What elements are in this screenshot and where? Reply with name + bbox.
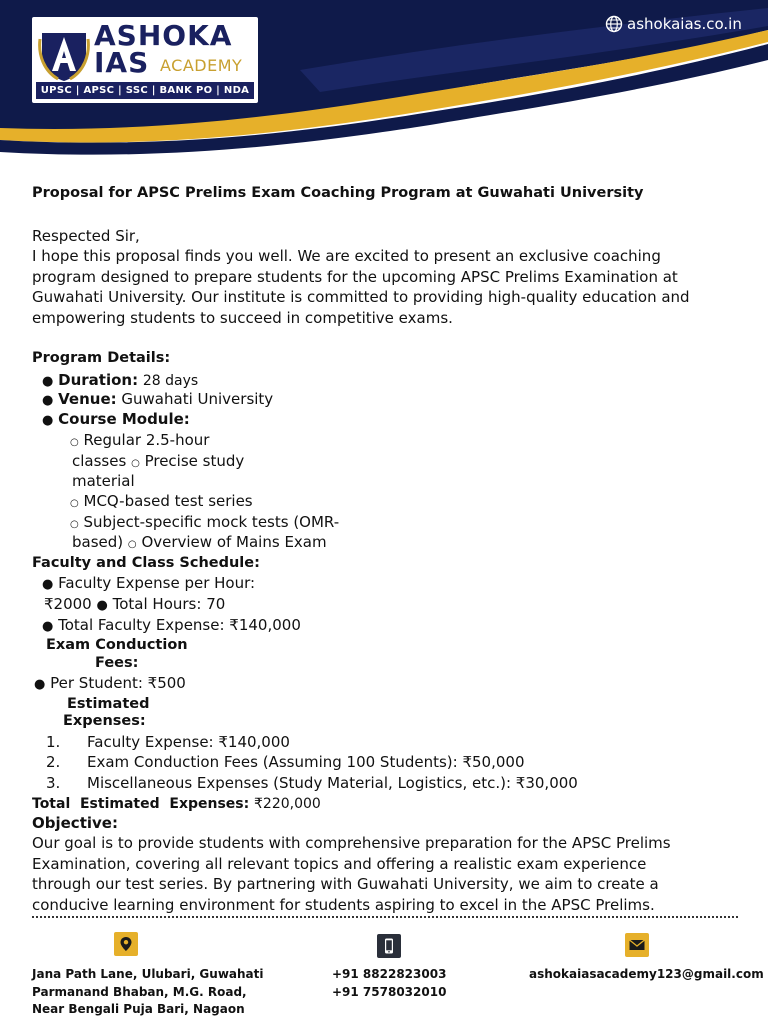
circle-bullet-icon: ○ — [131, 458, 140, 469]
objective-line: Examination, covering all relevant topics and offering a realistic exam experience — [32, 854, 647, 873]
total-value: ₹220,000 — [254, 796, 321, 812]
intro-line: empowering students to succeed in competitive exams. — [32, 308, 453, 327]
objective-heading: Objective: — [32, 814, 118, 832]
module-line: classes ○ Precise study — [72, 452, 245, 470]
objective-line: through our test series. By partnering with Guwahati University, we aim to create a — [32, 875, 659, 893]
bullet-icon: ● — [42, 577, 54, 592]
bullet-icon: ● — [42, 619, 54, 634]
bullet-icon: ● — [42, 374, 54, 389]
duration-value: 28 days — [142, 373, 199, 389]
logo-word-academy: ACADEMY — [160, 56, 243, 75]
phone-number[interactable]: +91 8822823003 — [332, 967, 447, 981]
venue-item — [42, 389, 273, 411]
email-address[interactable]: ashokaiasacademy123@gmail.com — [529, 967, 764, 981]
academy-emblem-icon — [38, 25, 90, 83]
intro-line: I hope this proposal finds you well. We are excited to present an exclusive coaching — [32, 247, 661, 265]
location-icon — [114, 932, 138, 956]
document-title: Proposal for APSC Prelims Exam Coaching Program at Guwahati University — [32, 185, 644, 201]
exam-fees-heading: Fees: — [95, 655, 139, 671]
course-module-label: Course Module: — [58, 410, 190, 428]
intro-line: program designed to prepare students for the upcoming APSC Prelims Examination at — [32, 267, 678, 286]
bullet-icon: ● — [96, 598, 108, 613]
module-line: ○ Regular 2.5-hour — [70, 431, 210, 449]
address-line: Near Bengali Puja Bari, Nagaon — [32, 1002, 245, 1016]
module-line: based) ○ Overview of Mains Exam — [72, 533, 327, 551]
faculty-line: ● Faculty Expense per Hour: — [42, 574, 256, 592]
address-line: Parmanand Bhaban, M.G. Road, — [32, 984, 247, 999]
course-module-item — [42, 409, 190, 431]
address-line: Jana Path Lane, Ulubari, Guwahati — [32, 967, 264, 981]
venue-value: Guwahati University — [121, 390, 274, 408]
bullet-icon: ● — [42, 393, 54, 408]
logo-word-ashoka: ASHOKA — [94, 19, 233, 52]
objective-line: conducive learning environment for students aspiring to excel in the APSC Prelims. — [32, 895, 655, 914]
expense-number: 1. — [46, 733, 61, 751]
phone-number[interactable]: +91 7578032010 — [332, 984, 447, 999]
website-link[interactable] — [605, 15, 742, 33]
website-text: ashokaias.co.in — [627, 15, 742, 33]
total-label: Total Estimated Expenses: — [32, 796, 250, 812]
footer-divider — [32, 916, 738, 918]
intro-line: Guwahati University. Our institute is committed to providing high-quality education and — [32, 288, 690, 306]
module-line: material — [72, 472, 135, 490]
expense-item: Faculty Expense: ₹140,000 — [87, 733, 290, 751]
circle-bullet-icon: ○ — [127, 539, 137, 550]
circle-bullet-icon: ○ — [70, 498, 79, 509]
circle-bullet-icon: ○ — [70, 519, 79, 530]
estimated-expenses-heading: Estimated — [67, 696, 150, 712]
venue-label: Venue: — [58, 390, 117, 408]
logo — [32, 17, 258, 103]
objective-line: Our goal is to provide students with comprehensive preparation for the APSC Prelims — [32, 834, 671, 852]
duration-label: Duration: — [58, 371, 139, 389]
program-details-heading: Program Details: — [32, 350, 171, 366]
salutation: Respected Sir, — [32, 227, 140, 245]
faculty-heading: Faculty and Class Schedule: — [32, 555, 260, 571]
globe-icon — [605, 15, 623, 33]
circle-bullet-icon: ○ — [70, 437, 79, 448]
exam-fees-heading: Exam Conduction — [46, 637, 188, 653]
total-expenses-line — [32, 793, 321, 814]
estimated-expenses-heading: Expenses: — [63, 713, 146, 729]
logo-tagline: UPSC | APSC | SSC | BANK PO | NDA — [36, 82, 254, 99]
expense-item: Exam Conduction Fees (Assuming 100 Students): ₹50,000 — [87, 753, 525, 771]
expense-number: 3. — [46, 774, 61, 792]
phone-icon — [377, 934, 401, 958]
bullet-icon: ● — [34, 677, 46, 692]
expense-item: Miscellaneous Expenses (Study Material, Logistics, etc.): ₹30,000 — [87, 774, 578, 792]
expense-number: 2. — [46, 753, 61, 771]
mail-icon — [625, 933, 649, 957]
bullet-icon: ● — [42, 413, 54, 428]
faculty-line: ● Total Faculty Expense: ₹140,000 — [42, 616, 301, 634]
module-line: ○ Subject-specific mock tests (OMR- — [70, 513, 340, 531]
logo-word-ias: IAS — [94, 46, 150, 79]
module-line: ○ MCQ-based test series — [70, 492, 253, 510]
per-student-line: ● Per Student: ₹500 — [34, 674, 186, 692]
faculty-line: ₹2000 ● Total Hours: 70 — [44, 595, 226, 613]
